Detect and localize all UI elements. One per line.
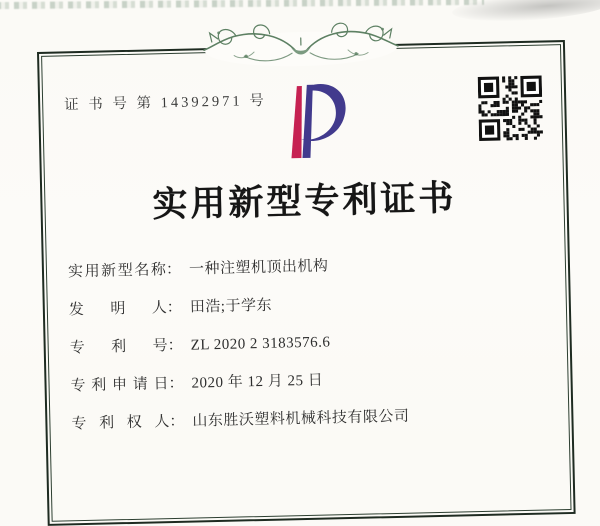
field-value: 一种注塑机顶出机构 [188, 258, 329, 278]
paper-curl-shadow [451, 0, 600, 26]
green-scrollwork-ornament-icon [197, 19, 404, 78]
certificate-frame [37, 40, 576, 526]
field-value: 山东胜沃塑料机械科技有限公司 [192, 408, 410, 430]
field-label: 专利号 [69, 338, 168, 357]
field-label: 专利申请日 [70, 376, 169, 395]
certificate-title: 实用新型专利证书 [152, 178, 457, 225]
field-row-patent-number [70, 329, 550, 357]
field-colon: ： [165, 261, 182, 279]
qr-code [478, 75, 543, 142]
field-row-patentee [71, 405, 551, 433]
field-label: 发明人 [68, 300, 168, 319]
field-value: 田浩;于学东 [189, 297, 273, 316]
field-colon: ： [168, 375, 184, 393]
field-row-filing-date [70, 367, 550, 395]
field-colon: ： [169, 413, 185, 431]
certificate-number: 证 书 号 第 14392971 号 [64, 92, 267, 114]
field-colon: ： [166, 299, 183, 317]
field-colon: ： [167, 337, 183, 355]
clipped-ornament-band [0, 0, 484, 9]
field-value: ZL 2020 2 3183576.6 [190, 334, 331, 354]
certificate-fields [68, 253, 552, 454]
field-label: 专利权人 [71, 414, 170, 433]
field-value: 2020 年 12 月 25 日 [191, 372, 324, 392]
field-label: 实用新型名称 [67, 262, 167, 281]
field-row-inventor [69, 291, 549, 319]
cnipa-logo-icon [254, 79, 352, 165]
